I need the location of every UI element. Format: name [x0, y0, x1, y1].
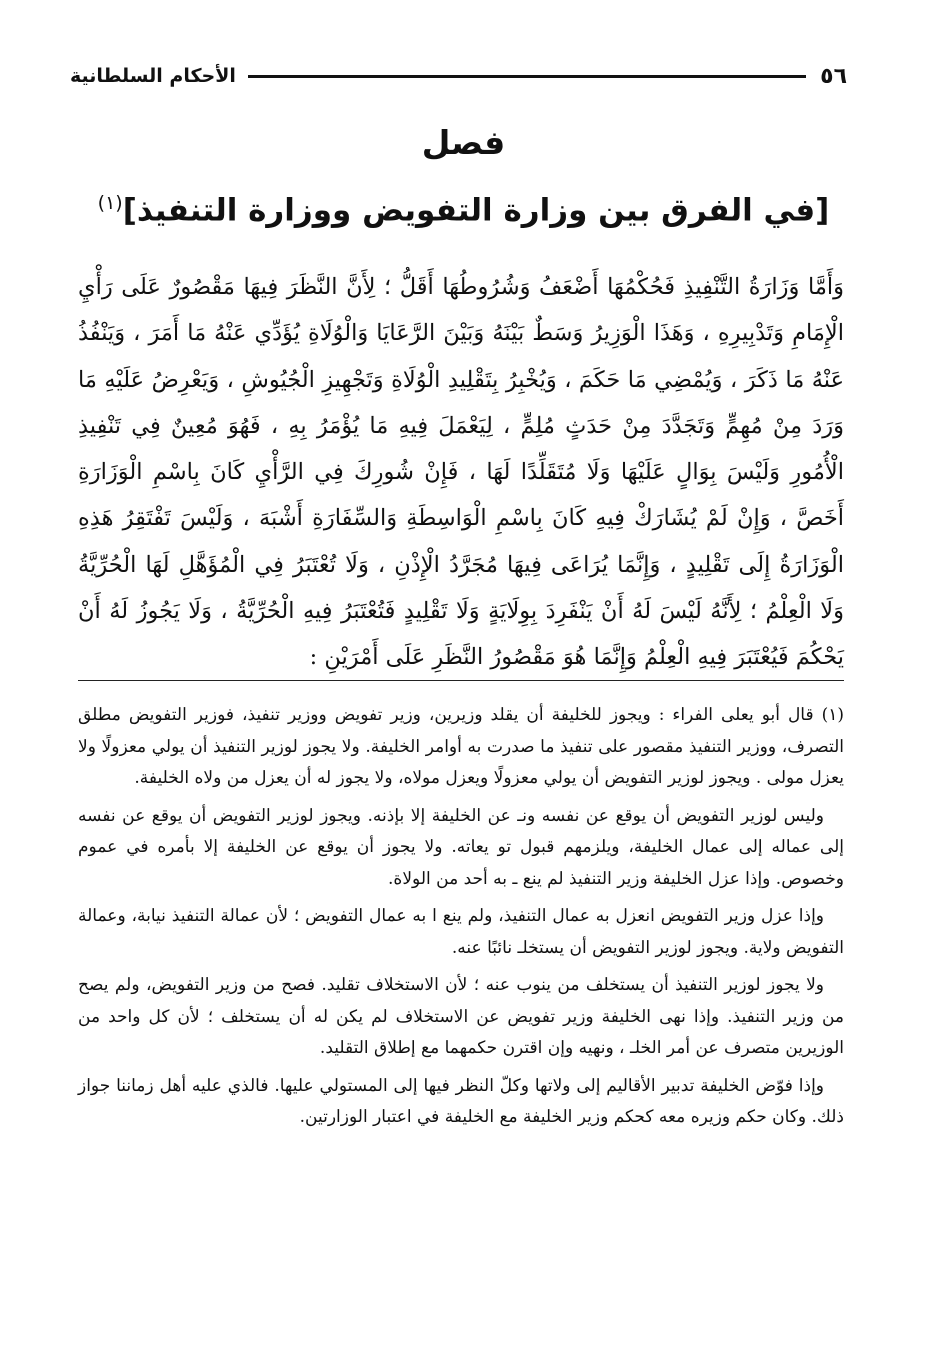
section-title: فصل	[421, 123, 506, 162]
page-number: ٥٦	[820, 63, 847, 89]
footnotes	[78, 700, 844, 1140]
footnote-paragraph: وإذا فوّض الخليفة تدبير الأقاليم إلى ولاتها وكلّ النظر فيها إلى المستولي عليها. فالذي عليه أهل زماننا جواز ذلك. وكان حكم وزيره معه كحكم وزير الخليفة مع الخليفة في اعتبار الوزارتين.	[78, 1075, 844, 1127]
main-body-text: وَأَمَّا وَزَارَةُ التَّنْفِيذِ فَحُكْمُهَا أَضْعَفُ وَشُرُوطُهَا أَقَلُّ ؛ لِأَنَّ النَّظَرَ فِيهَا مَقْصُورٌ عَلَى رَأْيِ الْإِمَامِ وَتَدْبِيرِهِ ، وَهَذَا الْوَزِيرُ وَسَطٌ بَيْنَهُ وَبَيْنَ الرَّعَايَا وَالْوُلَاةِ يُؤَدِّي عَنْهُ مَا أَمَرَ ، وَيَنْفُذُ عَنْهُ مَا ذَكَرَ ، وَيُمْضِي مَا حَكَمَ ، وَيُخْبِرُ بِتَقْلِيدِ الْوُلَاةِ وَتَجْهِيزِ الْجُيُوشِ ، وَيَعْرِضُ عَلَيْهِ مَا وَرَدَ مِنْ مُهِمٍّ وَتَجَدَّدَ مِنْ حَدَثٍ مُلِمٍّ ، لِيَعْمَلَ فِيهِ مَا يُؤْمَرُ بِهِ ، فَهُوَ مُعِينٌ فِي تَنْفِيذِ الْأُمُورِ وَلَيْسَ بِوَالٍ عَلَيْهَا وَلَا مُتَقَلِّدًا لَهَا ، فَإِنْ شُورِكَ فِي الرَّأْيِ كَانَ بِاسْمِ الْوَزَارَةِ أَخَصَّ ، وَإِنْ لَمْ يُشَارَكْ فِيهِ كَانَ بِاسْمِ الْوَاسِطَةِ وَالسِّفَارَةِ أَشْبَهَ ، وَلَيْسَ تَفْتَقِرُ هَذِهِ الْوَزَارَةُ إِلَى تَقْلِيدٍ ، وَإِنَّمَا يُرَاعَى فِيهَا مُجَرَّدُ الْإِذْنِ ، وَلَا تُعْتَبَرُ فِي الْمُؤَهَّلِ لَهَا الْحُرِّيَّةُ وَلَا الْعِلْمُ ؛ لِأَنَّهُ لَيْسَ لَهُ أَنْ يَنْفَرِدَ بِوِلَايَةٍ وَلَا تَقْلِيدٍ فَتُعْتَبَرُ فِيهِ الْحُرِّيَّةُ ، وَلَا يَجُوزُ لَهُ أَنْ يَحْكُمَ فَيُعْتَبَرَ فِيهِ الْعِلْمُ وَإِنَّمَا هُوَ مَقْصُورُ النَّظَرِ عَلَى أَمْرَيْنِ :	[78, 274, 844, 671]
book-title: الأحكام السلطانية	[70, 65, 236, 87]
footnote-paragraph: وليس لوزير التفويض أن يوقع عن نفسه ونـ عن الخليفة إلا بإذنه. ويجوز لوزير التفويض أن يوقع عن نفسه إلى عماله إلى عمال الخليفة، ويلزمهم قبول تو يعاته. ولا يجوز أن يوقع عن الخليفة إلا بأمره في عموم وخصوص. وإذا عزل الخليفة وزير التنفيذ لم ينع ـ به أحد من الولاة.	[78, 805, 844, 889]
footnote-paragraph: (١) قال أبو يعلى الفراء : ويجوز للخليفة أن يقلد وزيرين، وزير تفويض ووزير تنفيذ، فوزير التفويض مطلق التصرف، ووزير التنفيذ مقصور على تنفيذ ما صدرت به أوامر الخليفة. ولا يجوز لوزير التنفيذ أن يولي معزولًا ولا يعزل مولى . ويجوز لوزير التفويض أن يولي معزولًا ويعزل مولاه، ولا يجوز له أن يعزل من ولاه الخليفة.	[78, 705, 844, 788]
footnote-divider	[78, 680, 844, 681]
footnote-reference: (١)	[97, 192, 123, 214]
footnote-paragraph: وإذا عزل وزير التفويض انعزل به عمال التنفيذ، ولم ينع ا به عمال التفويض ؛ لأن عمالة التنفيذ نيابة، وعمالة التفويض ولاية. ويجوز لوزير التفويض أن يستخلـ نائبًا عنه.	[78, 906, 844, 958]
section-subtitle	[0, 178, 927, 235]
footnote-paragraph: ولا يجوز لوزير التنفيذ أن يستخلف من ينوب عنه ؛ لأن الاستخلاف تقليد. فصح من وزير التفويض، ولم يصح من وزير التنفيذ. وإذا نهى الخليفة وزير تفويض عن الاستخلاف لم يكن له أن يستخلف ؛ لأن كل واحد من الوزيرين متصرف عن أمر الخلـ ، ونهيه وإن اقترن حكمهما مع إطلاق التقليد.	[78, 975, 844, 1058]
header-rule	[248, 75, 806, 78]
section-subtitle-text: [في الفرق بين وزارة التفويض ووزارة التنفيذ]	[122, 192, 830, 229]
running-header	[70, 58, 847, 94]
